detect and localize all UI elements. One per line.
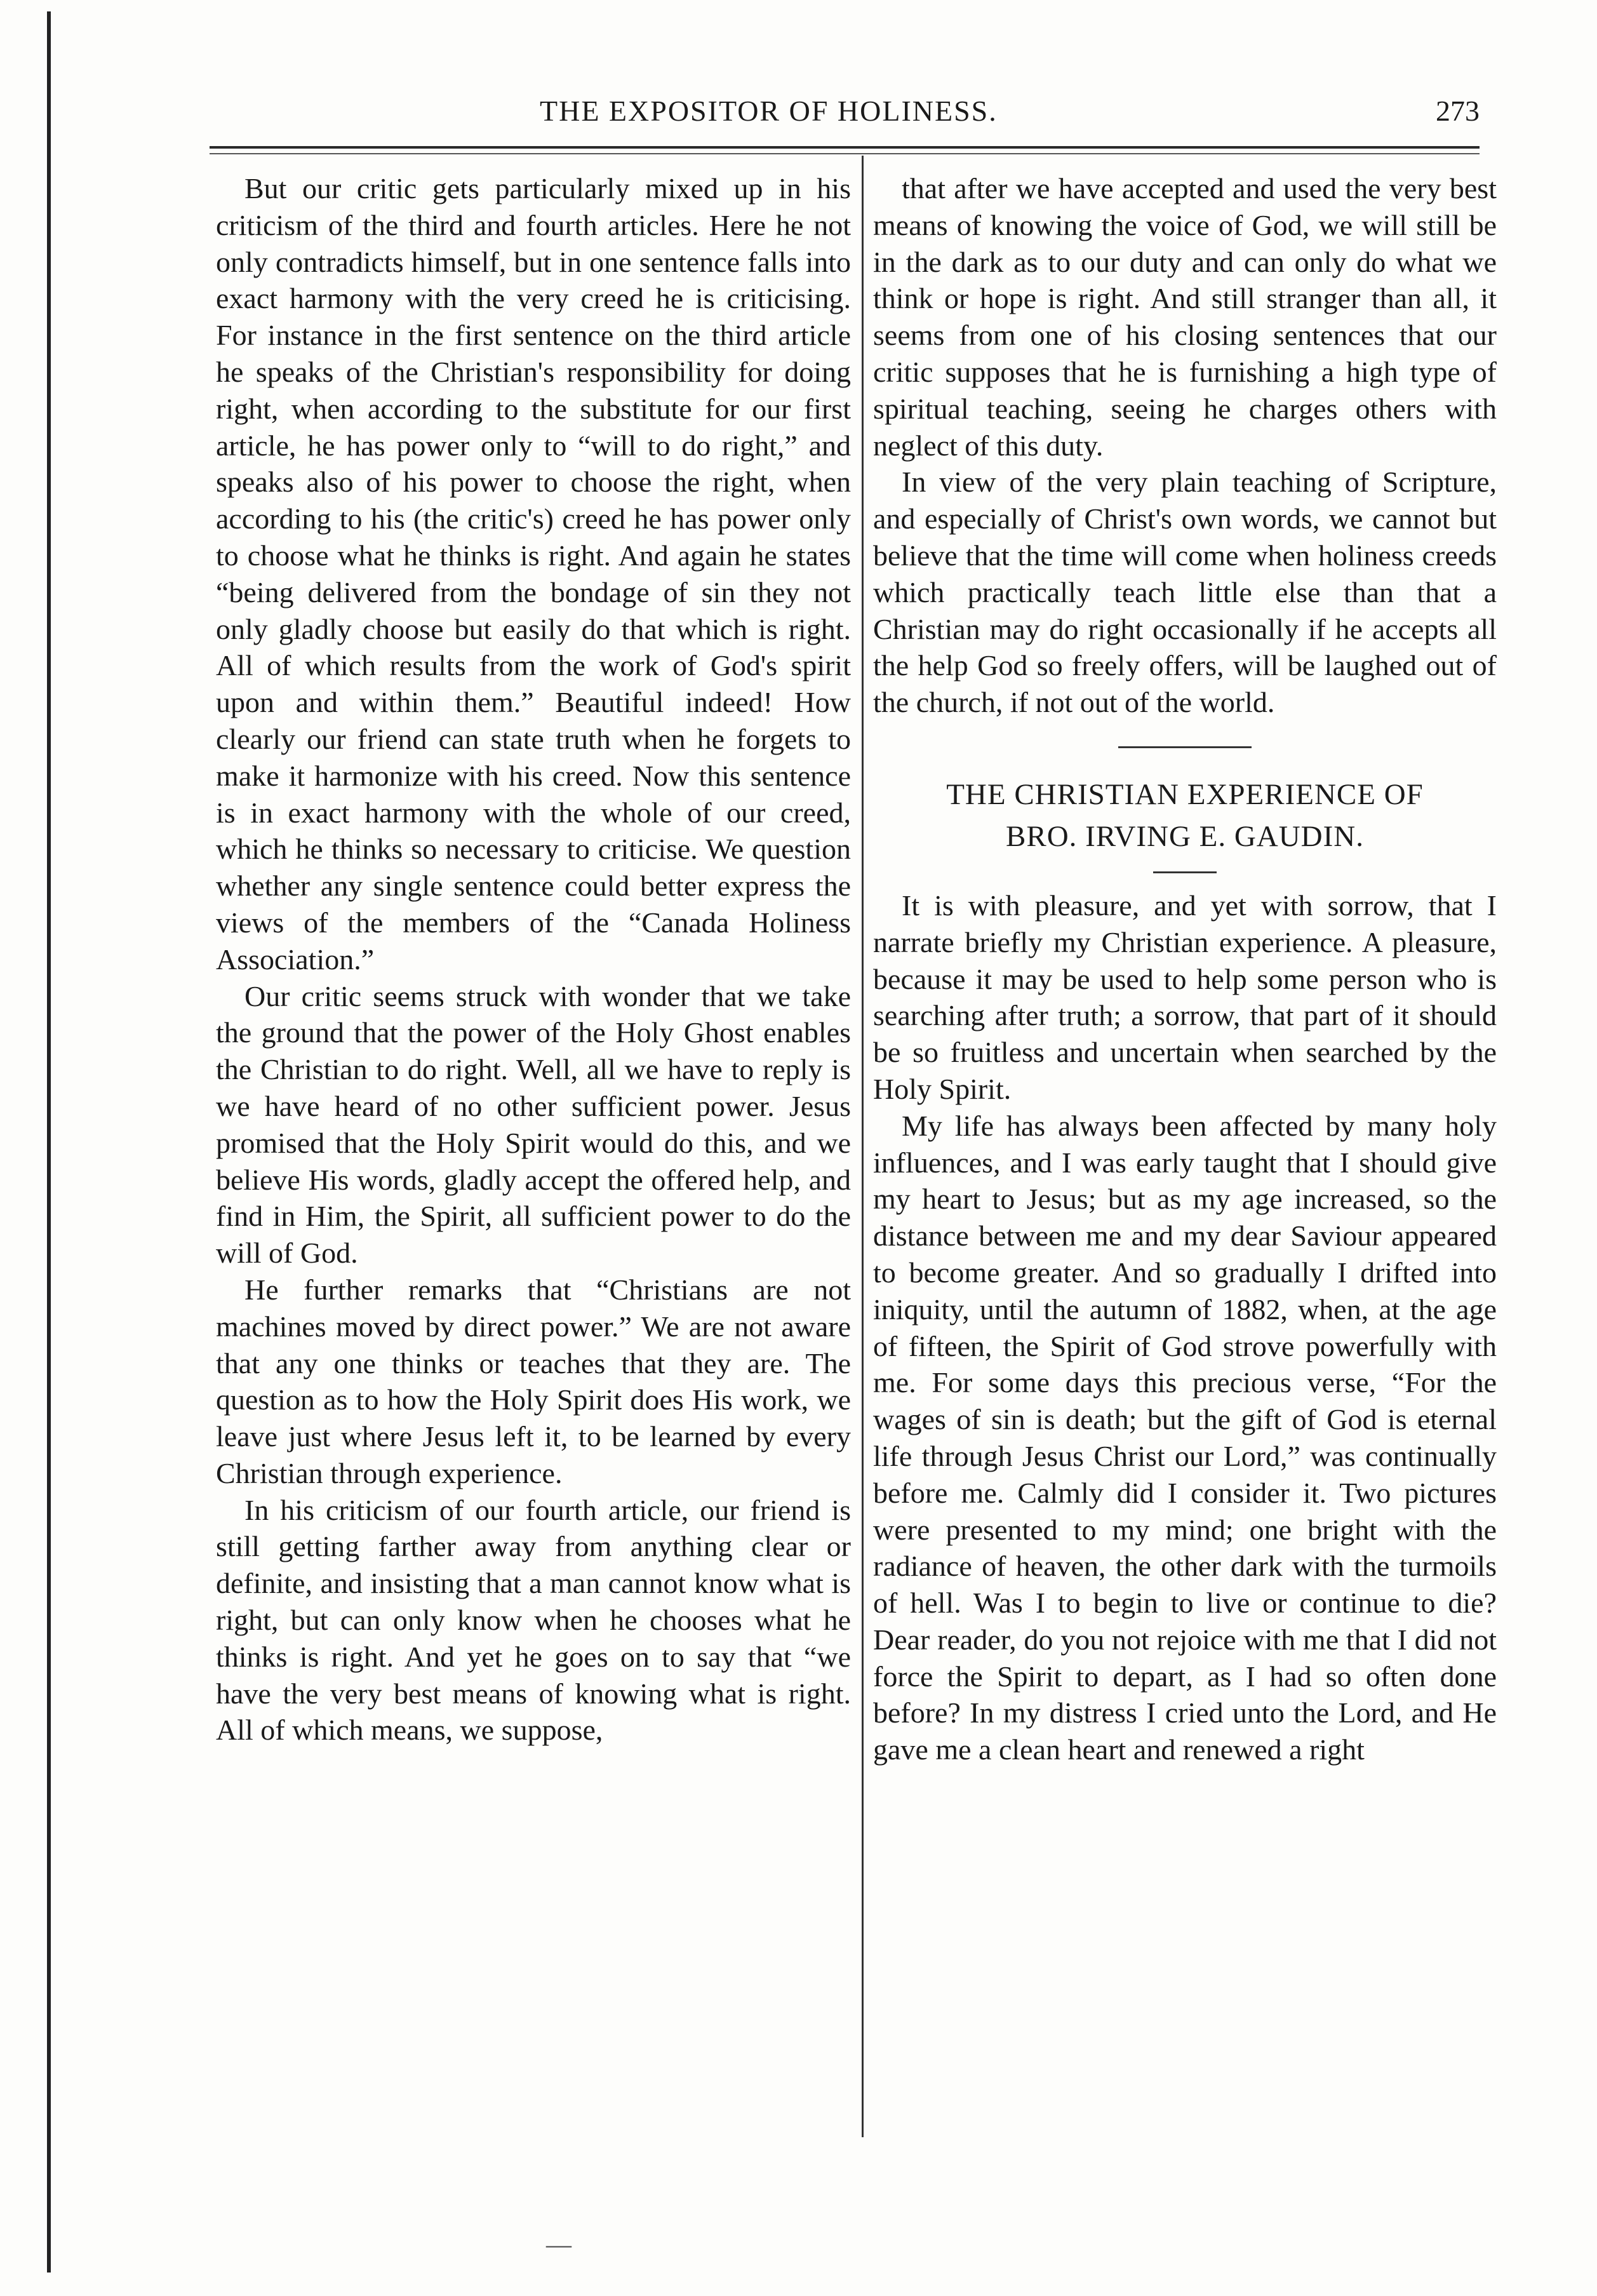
paragraph: My life has always been affected by many holy influences, and I was early taught that I should give my heart to Jesus; but as my age increased, so the distance between me and my dear Saviour appeared to become greater. And so gradually I drifted into iniquity, until the autumn of 1882, when, at the age of fifteen, the Spirit of God strove powerfully with me. For some days this precious verse, “For the wages of sin is death; but the gift of God is eternal life through Jesus Christ our Lord,” was continually before me. Calmly did I consider it. Two pictures were presented to my mind; one bright with the radiance of heaven, the other dark with the turmoils of hell. Was I to begin to live or continue to die? Dear reader, do you not rejoice with me that I did not force the Spirit to depart, as I had so often done before? In my distress I cried unto the Lord, and He gave me a clean heart and renewed a right bbox=[873, 1109, 1497, 1766]
footer-mark: — bbox=[546, 2230, 571, 2259]
paragraph: Our critic seems struck with wonder that we take the ground that the power of the Holy Ghost enables the Christian to do right. Well, all we have to reply is we have heard of no other sufficient power. Jesus promised that the Holy Spirit would do this, and we believe His words, gladly accept the offered help, and find in Him, the Spirit, all sufficient power to do the will of God. bbox=[216, 979, 851, 1270]
paragraph: In view of the very plain teaching of Scripture, and especially of Christ's own words, we cannot but believe that the time will come when holiness creeds which practically teach little else than that a Christian may do right occasionally if he accepts all the help God so freely offers, will be laughed out of the church, if not out of the world. bbox=[873, 466, 1497, 719]
article-title-line: BRO. IRVING E. GAUDIN. bbox=[1006, 819, 1364, 853]
article-title bbox=[873, 774, 1497, 857]
header-rule bbox=[210, 146, 1480, 149]
title-separator bbox=[1153, 871, 1217, 873]
article-title-line: THE CHRISTIAN EXPERIENCE OF bbox=[946, 777, 1424, 811]
running-header bbox=[210, 94, 1480, 138]
left-column bbox=[216, 170, 851, 1749]
paragraph: He further remarks that “Christians are not machines moved by direct power.” We are not aware that any one thinks or teaches that they are. The question as to how the Holy Spirit does His work, we leave just where Jesus left it, to be learned by every Christian through experience. bbox=[216, 1273, 851, 1489]
section-separator bbox=[1118, 746, 1252, 748]
paragraph: It is with pleasure, and yet with sorrow, that I narrate briefly my Christian experience. A pleasure, because it may be used to help some person who is searching after truth; a sorrow, that part of it should be so fruitless and uncertain when searched by the Holy Spirit. bbox=[873, 889, 1497, 1105]
paragraph: But our critic gets particularly mixed up in his criticism of the third and fourth articles. Here he not only contradicts himself, but in one sentence falls into exact harmony with the very creed he is criticising. For instance in the first sentence on the third article he speaks of the Christian's responsibility for doing right, when according to the substitute for our first article, he has power only to “will to do right,” and speaks also of his power to choose the right, when according to his (the critic's) creed he has power only to choose what he thinks is right. And again he states “being delivered from the bondage of sin they not only gladly choose but easily do that which is right. All of which results from the work of God's spirit upon and within them.” Beautiful indeed! How clearly our friend can state truth when he forgets to make it harmonize with his creed. Now this sentence is in exact harmony with the whole of our creed, which he thinks so necessary to criticise. We question whether any single sentence could better express the views of the members of the “Canada Holiness Association.” bbox=[216, 172, 851, 976]
page-edge-rule bbox=[47, 11, 51, 2273]
paragraph: In his criticism of our fourth article, our friend is still getting farther away from anything clear or definite, and insisting that a man cannot know what is right, but can only know when he chooses what he thinks is right. And yet he goes on to say that “we have the very best means of knowing what is right. All of which means, we suppose, bbox=[216, 1493, 851, 1747]
paragraph: that after we have accepted and used the very best means of knowing the voice of God, we will still be in the dark as to our duty and can only do what we think or hope is right. And still stranger than all, it seems from one of his closing sentences that our critic supposes that he is furnishing a high type of spiritual teaching, seeing he charges others with neglect of this duty. bbox=[873, 172, 1497, 462]
journal-title: THE EXPOSITOR OF HOLINESS. bbox=[540, 95, 998, 127]
header-rule-thin bbox=[210, 153, 1480, 154]
page-number: 273 bbox=[1436, 95, 1480, 127]
column-divider bbox=[862, 156, 864, 2137]
right-column bbox=[873, 170, 1497, 1768]
